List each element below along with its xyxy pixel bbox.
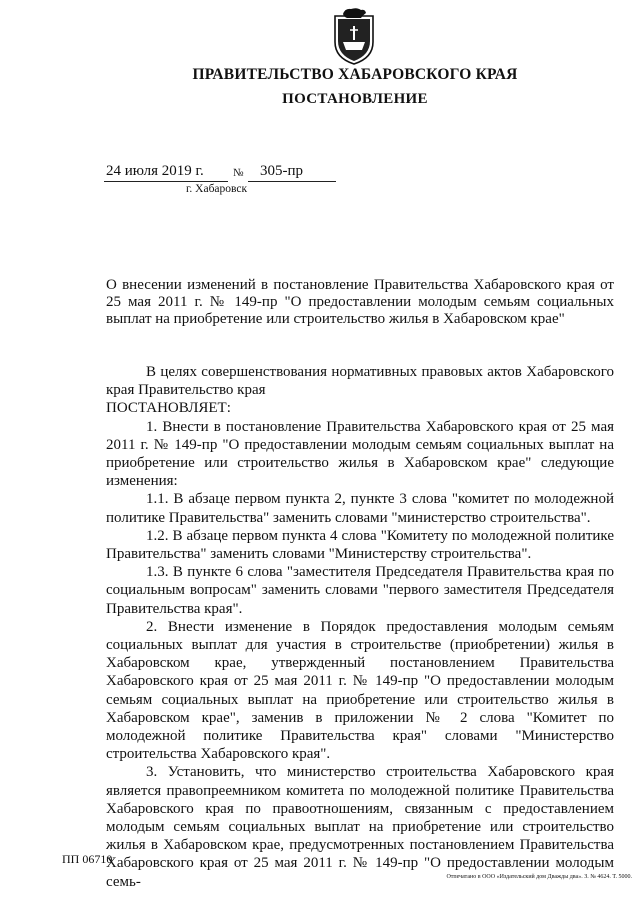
paragraph-1-2: 1.2. В абзаце первом пункта 4 слова "Комитету по молодежной политике Правительства" заменить словами "Министерству строительства". (106, 527, 614, 563)
paragraph-2: 2. Внести изменение в Порядок предоставления молодым семьям социальных выплат для участия в строительстве (приобретении) жилья в Хабаровском крае, утвержденный постановлением Правительства Хабаровского края от 25 мая 2011 г. № 149-пр "О предоставлении молодым семьям социальных выплат на приобретение или строительство жилья в Хабаровском крае", заменив в приложении № 2 слова "Комитет по молодежной политике Правительства края" словами "Министерство строительства Хабаровского края". (106, 618, 614, 763)
document-subject: О внесении изменений в постановление Правительства Хабаровского края от 25 мая 2011 г. № 149-пр "О предоставлении молодым семьям социальных выплат на приобретение или строительство жилья в Хабаровском крае" (106, 277, 614, 327)
footer-code: ПП 06710 (62, 852, 113, 866)
paragraph-1-1: 1.1. В абзаце первом пункта 2, пункте 3 слова "комитет по молодежной политике Правительства" заменить словами "министерство строительства". (106, 491, 614, 526)
khabarovsk-coat-of-arms-icon (331, 6, 377, 66)
document-body (106, 363, 614, 891)
preamble-paragraph: В целях совершенствования нормативных правовых актов Хабаровского края Правительство края (106, 364, 614, 399)
document-date: 24 июля 2019 г. (106, 163, 204, 179)
number-underline (248, 181, 336, 182)
paragraph-1: 1. Внести в постановление Правительства Хабаровского края от 25 мая 2011 г. № 149-пр "О предоставлении молодым семьям социальных выплат на приобретение или строительство жилья в Хабаровском крае" следующие изменения: (106, 418, 614, 490)
document-city: г. Хабаровск (186, 183, 248, 195)
document-number: 305-пр (260, 163, 304, 179)
paragraph-3: 3. Установить, что министерство строительства Хабаровского края является правопреемником комитета по молодежной политике Правительства Хабаровского края по правоотношениям, связанным с предоставлением молодым семьям социальных выплат на приобретение или строительство жилья в Хабаровском крае, предусмотренных постановлением Правительства Хабаровского края от 25 мая 2011 г. № 149-пр "О предоставлении молодым семь- (106, 764, 614, 890)
date-underline (104, 181, 228, 182)
organization-title: ПРАВИТЕЛЬСТВО ХАБАРОВСКОГО КРАЯ (192, 66, 518, 83)
document-type: ПОСТАНОВЛЕНИЕ (282, 91, 428, 107)
resolves-heading: ПОСТАНОВЛЯЕТ: (106, 400, 231, 417)
paragraph-1-3: 1.3. В пункте 6 слова "заместителя Председателя Правительства края по социальным вопросам" заменить словами "первого заместителя Председателя Правительства края". (106, 564, 614, 617)
printed-by-note: Отпечатано в ООО «Издательский дом Дважды два». З. № 4624. Т. 5000. (446, 874, 632, 880)
number-sign: № (233, 167, 244, 179)
